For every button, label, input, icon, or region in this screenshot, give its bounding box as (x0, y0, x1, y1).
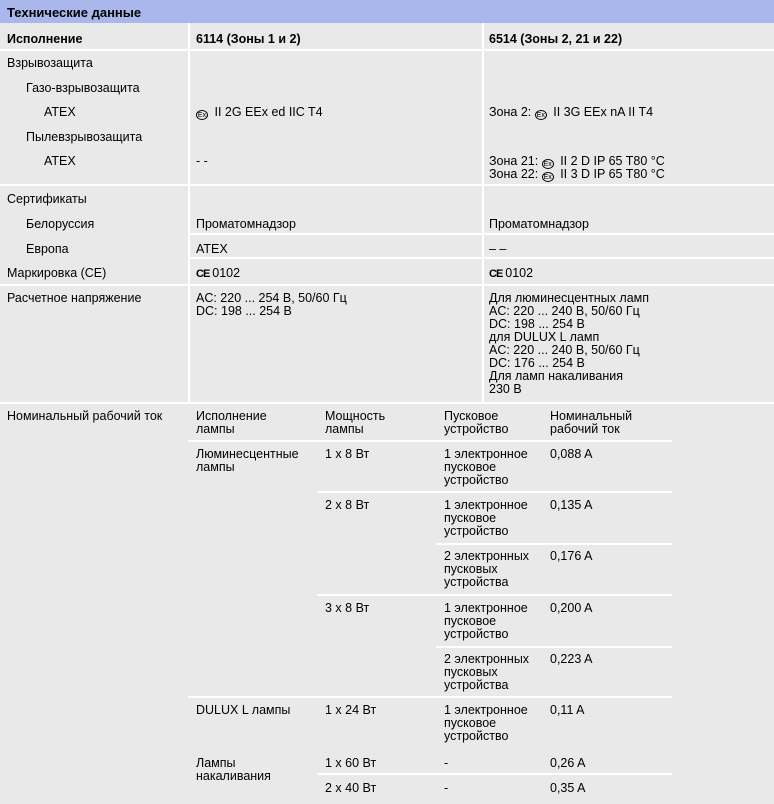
row-divider (0, 402, 774, 404)
ballast: пусковое (444, 614, 497, 628)
voltage-col2-line: Для люминесцентных ламп (489, 291, 650, 305)
lamp-power: 1 x 24 Вт (325, 703, 377, 717)
ballast: 1 электронное (444, 703, 528, 717)
voltage-col1-line: DC: 198 ... 254 В (196, 304, 292, 318)
marking-label: Маркировка (CE) (7, 266, 107, 280)
marking-col1 (196, 267, 240, 281)
belarus-col1: Проматомнадзор (196, 217, 296, 231)
current-value: 0,135 A (550, 498, 593, 512)
europe-label: Европа (26, 242, 69, 256)
lamp-type: лампы (196, 460, 235, 474)
zone-prefix: Зона 21: (489, 154, 539, 168)
zone-prefix: Зона 22: (489, 167, 539, 181)
marking-col1-text: 0102 (212, 266, 241, 280)
zone22-text: II 3 D IP 65 T80 °C (560, 167, 665, 181)
subheader-current: Номинальный (550, 409, 633, 423)
gas-col2 (489, 106, 653, 120)
gas-atex-label: ATEX (44, 105, 76, 119)
subheader-lamp-type: лампы (196, 422, 235, 436)
ballast: пусковых (444, 562, 498, 576)
ce-mark-icon: CE (489, 268, 503, 280)
subheader-ballast: Пусковое (444, 409, 499, 423)
row-divider (436, 543, 672, 545)
head-col1: 6114 (Зоны 1 и 2) (196, 32, 301, 46)
dust-atex-label: ATEX (44, 154, 76, 168)
certs-label: Сертификаты (7, 192, 87, 206)
ce-mark-icon: CE (196, 268, 210, 280)
lamp-power: 1 x 8 Вт (325, 447, 370, 461)
voltage-label: Расчетное напряжение (7, 291, 142, 305)
ballast: - (444, 756, 449, 770)
belarus-label: Белоруссия (26, 217, 95, 231)
row-divider (188, 233, 774, 235)
section-header: Технические данные (0, 0, 774, 23)
marking-col2 (489, 267, 533, 281)
lamp-type: накаливания (196, 769, 271, 783)
lamp-power: 2 x 40 Вт (325, 781, 377, 795)
current-value: 0,26 A (550, 756, 586, 770)
head-col2: 6514 (Зоны 2, 21 и 22) (489, 32, 623, 46)
ballast: - (444, 781, 449, 795)
subheader-power: Мощность (325, 409, 386, 423)
current-value: 0,176 A (550, 549, 593, 563)
zone21-text: II 2 D IP 65 T80 °C (560, 154, 665, 168)
row-divider (0, 184, 774, 186)
row-divider (0, 49, 774, 51)
voltage-col2-line: AC: 220 ... 240 В, 50/60 Гц (489, 343, 640, 357)
ballast: 1 электронное (444, 498, 528, 512)
gas-col2-text: II 3G EEx nA II T4 (553, 105, 654, 119)
row-divider (317, 491, 672, 493)
ballast: 2 электронных (444, 652, 530, 666)
ballast: 1 электронное (444, 601, 528, 615)
ballast: 2 электронных (444, 549, 530, 563)
ballast: устройство (444, 524, 509, 538)
voltage-col2-line: DC: 198 ... 254 В (489, 317, 585, 331)
voltage-col2-line: AC: 220 ... 240 В, 50/60 Гц (489, 304, 640, 318)
lamp-type: Люминесцентные (196, 447, 299, 461)
gas-col1-text: II 2G EEx ed IIC T4 (214, 105, 323, 119)
ballast: устройства (444, 575, 509, 589)
current-value: 0,223 A (550, 652, 593, 666)
ballast: пусковое (444, 511, 497, 525)
row-divider (188, 257, 774, 259)
belarus-col2: Проматомнадзор (489, 217, 589, 231)
voltage-col2-line: DC: 176 ... 254 В (489, 356, 585, 370)
explosion-label: Взрывозащита (7, 56, 93, 70)
current-value: 0,11 A (550, 703, 585, 717)
current-value: 0,088 A (550, 447, 593, 461)
row-divider (317, 773, 672, 775)
gas-label: Газо-взрывозащита (26, 81, 140, 95)
zone-prefix: Зона 2: (489, 105, 532, 119)
head-label: Исполнение (7, 32, 83, 46)
lamp-power: 2 x 8 Вт (325, 498, 370, 512)
voltage-col2-line: Для ламп накаливания (489, 369, 624, 383)
lamp-type: Лампы (196, 756, 236, 770)
gas-col1 (196, 106, 323, 120)
europe-col1: ATEX (196, 242, 228, 256)
subheader-lamp-type: Исполнение (196, 409, 267, 423)
row-divider (317, 594, 672, 596)
europe-col2: – – (489, 242, 507, 256)
dust-col1: - - (196, 154, 208, 168)
ballast: пусковых (444, 665, 498, 679)
subheader-ballast: устройство (444, 422, 509, 436)
lamp-type: DULUX L лампы (196, 703, 291, 717)
subheader-power: лампы (325, 422, 364, 436)
current-value: 0,200 A (550, 601, 593, 615)
current-label: Номинальный рабочий ток (7, 409, 163, 423)
row-divider (188, 440, 672, 442)
dust-zone22 (489, 168, 665, 182)
ballast: устройство (444, 627, 509, 641)
ex-icon: Ex (536, 112, 545, 119)
voltage-col2-line: 230 В (489, 382, 522, 396)
ex-icon: Ex (543, 161, 552, 168)
column-divider (188, 23, 190, 403)
row-divider (436, 646, 672, 648)
voltage-col2-line: для DULUX L ламп (489, 330, 600, 344)
marking-col2-text: 0102 (505, 266, 534, 280)
voltage-col1-line: AC: 220 ... 254 В, 50/60 Гц (196, 291, 347, 305)
ballast: устройство (444, 473, 509, 487)
ballast: устройство (444, 729, 509, 743)
dust-label: Пылевзрывозащита (26, 130, 143, 144)
ballast: пусковое (444, 716, 497, 730)
ballast: устройства (444, 678, 509, 692)
lamp-power: 1 x 60 Вт (325, 756, 377, 770)
lamp-power: 3 x 8 Вт (325, 601, 370, 615)
ballast: пусковое (444, 460, 497, 474)
row-divider (0, 284, 774, 286)
ex-icon: Ex (543, 174, 552, 181)
ex-icon: Ex (197, 112, 207, 119)
ballast: 1 электронное (444, 447, 528, 461)
column-divider (482, 23, 484, 403)
current-value: 0,35 A (550, 781, 586, 795)
row-divider (188, 696, 672, 698)
subheader-current: рабочий ток (550, 422, 620, 436)
